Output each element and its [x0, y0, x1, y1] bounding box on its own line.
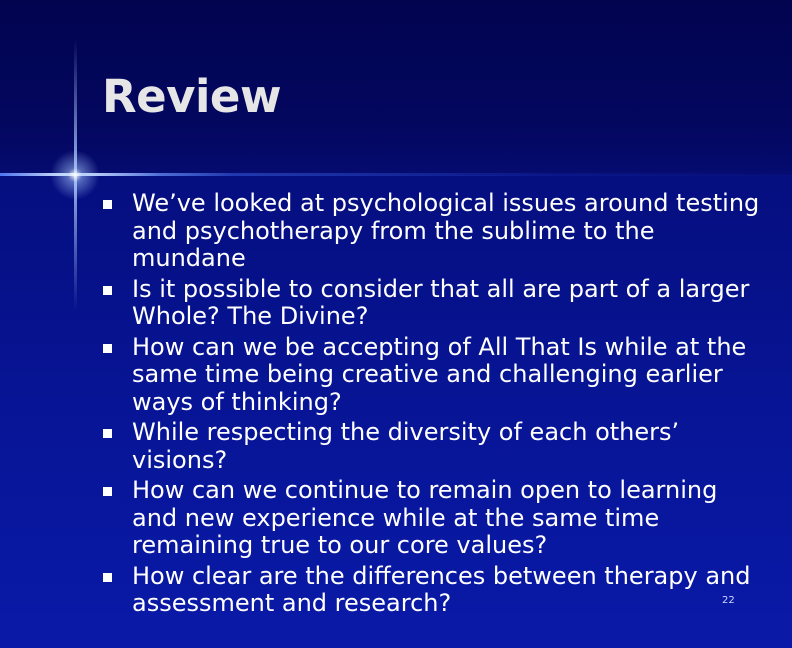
lens-flare-glow-icon	[50, 150, 100, 200]
square-bullet-icon	[103, 487, 112, 496]
bullet-text: We’ve looked at psychological issues around testing and psychotherapy from the sublime to the mundane	[132, 189, 760, 272]
bullet-text: How clear are the differences between therapy and assessment and research?	[132, 561, 751, 617]
bullet-item	[103, 190, 763, 273]
slide-title: Review	[102, 70, 282, 123]
bullet-item	[103, 334, 763, 417]
square-bullet-icon	[103, 429, 112, 438]
page-number: 22	[722, 595, 735, 606]
bullet-item	[103, 276, 763, 331]
square-bullet-icon	[103, 573, 112, 582]
bullet-text: While respecting the diversity of each others’ visions?	[132, 418, 680, 474]
bullet-item	[103, 419, 763, 474]
square-bullet-icon	[103, 286, 112, 295]
bullet-text: How can we continue to remain open to learning and new experience while at the same time remaining true to our core values?	[132, 476, 718, 559]
bullet-text: How can we be accepting of All That Is while at the same time being creative and challenging earlier ways of thinking?	[132, 332, 747, 416]
bullet-item	[103, 477, 763, 560]
bullet-text: Is it possible to consider that all are part of a larger Whole? The Divine?	[132, 274, 750, 330]
square-bullet-icon	[103, 200, 112, 209]
square-bullet-icon	[103, 344, 112, 353]
bullet-list	[103, 190, 763, 621]
bullet-item	[103, 563, 763, 618]
lens-flare-horizontal	[0, 173, 230, 176]
